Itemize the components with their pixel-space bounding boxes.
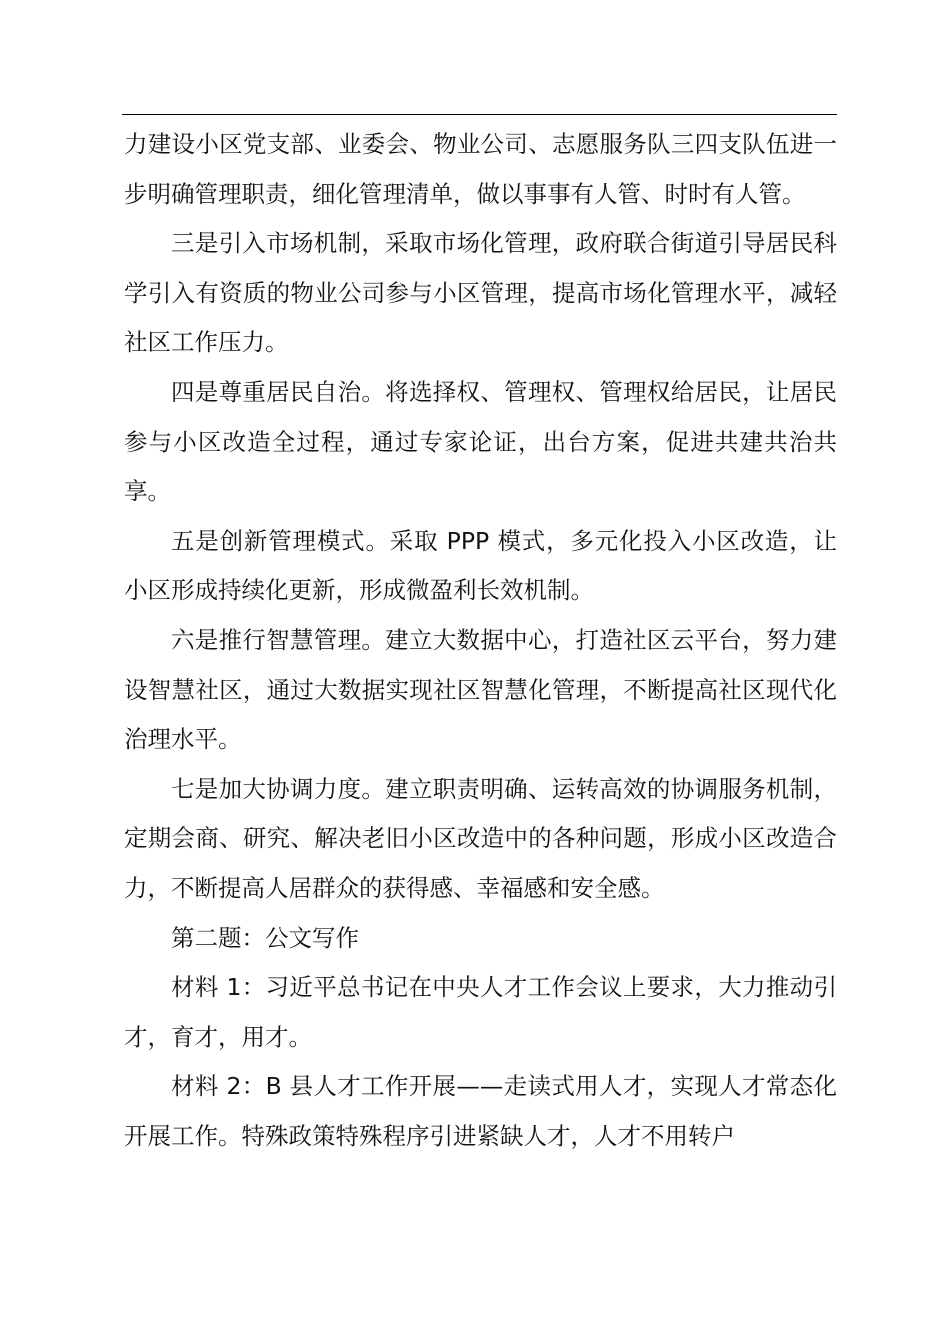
- paragraph-material-one: 材料 1：习近平总书记在中央人才工作会议上要求，大力推动引才，育才，用才。: [124, 973, 837, 1051]
- paragraph-smart-management: 六是推行智慧管理。建立大数据中心，打造社区云平台，努力建设智慧社区，通过大数据实现社区智慧化管理，不断提高社区现代化治理水平。: [124, 625, 837, 754]
- paragraph-material-two: 材料 2：B 县人才工作开展——走读式用人才，实现人才常态化开展工作。特殊政策特殊程序引进紧缺人才，人才不用转户: [124, 1072, 837, 1150]
- body-text: [124, 120, 837, 1161]
- paragraph-coordination: 七是加大协调力度。建立职责明确、运转高效的协调服务机制，定期会商、研究、解决老旧小区改造中的各种问题，形成小区改造合力，不断提高人居群众的获得感、幸福感和安全感。: [124, 774, 837, 902]
- paragraph-market-mechanism: 三是引入市场机制，采取市场化管理，政府联合街道引导居民科学引入有资质的物业公司参与小区管理，提高市场化管理水平，减轻社区工作压力。: [124, 229, 837, 357]
- paragraph-continuation: 力建设小区党支部、业委会、物业公司、志愿服务队三四支队伍进一步明确管理职责，细化管理清单，做以事事有人管、时时有人管。: [124, 130, 837, 208]
- paragraph-resident-autonomy: 四是尊重居民自治。将选择权、管理权、管理权给居民，让居民参与小区改造全过程，通过专家论证，出台方案，促进共建共治共享。: [124, 377, 837, 506]
- section-heading-question-two: 第二题：公文写作: [171, 923, 359, 952]
- header-rule: [122, 114, 837, 115]
- paragraph-management-model: 五是创新管理模式。采取 PPP 模式，多元化投入小区改造，让小区形成持续化更新，形成微盈利长效机制。: [124, 526, 837, 605]
